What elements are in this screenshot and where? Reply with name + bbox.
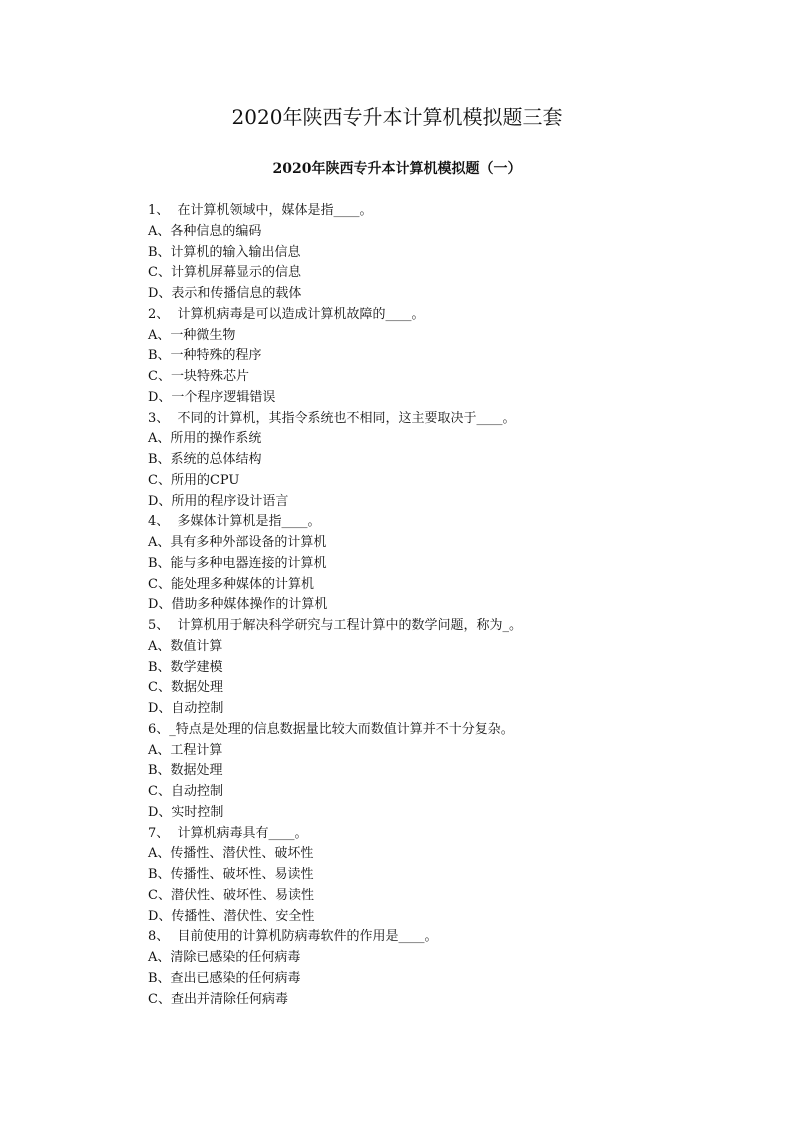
answer-option: B、系统的总体结构 [148, 452, 262, 467]
answer-option: C、一块特殊芯片 [148, 369, 249, 384]
question-stem: 8、 目前使用的计算机防病毒软件的作用是____。 [148, 929, 438, 945]
answer-option: C、所用的CPU [148, 472, 240, 488]
answer-option: D、借助多种媒体操作的计算机 [148, 597, 328, 613]
answer-option: A、所用的操作系统 [148, 431, 262, 447]
answer-option: B、查出已感染的任何病毒 [148, 970, 301, 986]
answer-option: D、表示和传播信息的载体 [148, 286, 302, 301]
question-stem: 3、 不同的计算机，其指令系统也不相同，这主要取决于____。 [148, 410, 516, 426]
answer-option: C、查出并清除任何病毒 [148, 991, 288, 1007]
answer-option: C、计算机屏幕显示的信息 [148, 265, 301, 281]
answer-option: A、数值计算 [148, 638, 223, 654]
answer-option: A、传播性、潜伏性、破坏性 [148, 846, 314, 862]
answer-option: C、数据处理 [148, 680, 223, 696]
question-list [148, 201, 522, 1010]
answer-option: D、传播性、潜伏性、安全性 [148, 908, 315, 924]
answer-option: C、潜伏性、破坏性、易读性 [148, 887, 314, 903]
answer-option: C、自动控制 [148, 784, 223, 799]
answer-option: C、能处理多种媒体的计算机 [148, 576, 314, 592]
answer-option: B、数学建模 [148, 659, 223, 675]
answer-option: A、各种信息的编码 [148, 223, 262, 239]
answer-option: A、清除已感染的任何病毒 [148, 950, 301, 965]
question-stem: 2、 计算机病毒是可以造成计算机故障的____。 [148, 306, 425, 322]
question-stem: 7、 计算机病毒具有____。 [148, 825, 308, 841]
answer-option: D、所用的程序设计语言 [148, 493, 289, 509]
answer-option: A、具有多种外部设备的计算机 [148, 535, 327, 550]
answer-option: B、传播性、破坏性、易读性 [148, 867, 314, 882]
question-stem: 6、_特点是处理的信息数据量比较大而数值计算并不十分复杂。 [148, 721, 514, 737]
answer-option: B、计算机的输入输出信息 [148, 244, 301, 260]
section-title: 2020年陕西专升本计算机模拟题（一） [272, 161, 522, 177]
answer-option: A、工程计算 [148, 742, 223, 758]
answer-option: A、一种微生物 [148, 327, 236, 343]
answer-option: D、一个程序逻辑错误 [148, 389, 276, 405]
answer-option: D、自动控制 [148, 701, 224, 716]
answer-option: B、能与多种电器连接的计算机 [148, 555, 327, 571]
question-stem: 1、 在计算机领域中，媒体是指____。 [148, 203, 373, 218]
answer-option: B、一种特殊的程序 [148, 348, 262, 364]
question-stem: 5、 计算机用于解决科学研究与工程计算中的数学问题，称为_。 [148, 618, 523, 633]
document-title: 2020年陕西专升本计算机模拟题三套 [231, 105, 563, 129]
answer-option: D、实时控制 [148, 804, 224, 820]
question-stem: 4、 多媒体计算机是指____。 [148, 514, 321, 530]
answer-option: B、数据处理 [148, 763, 223, 779]
